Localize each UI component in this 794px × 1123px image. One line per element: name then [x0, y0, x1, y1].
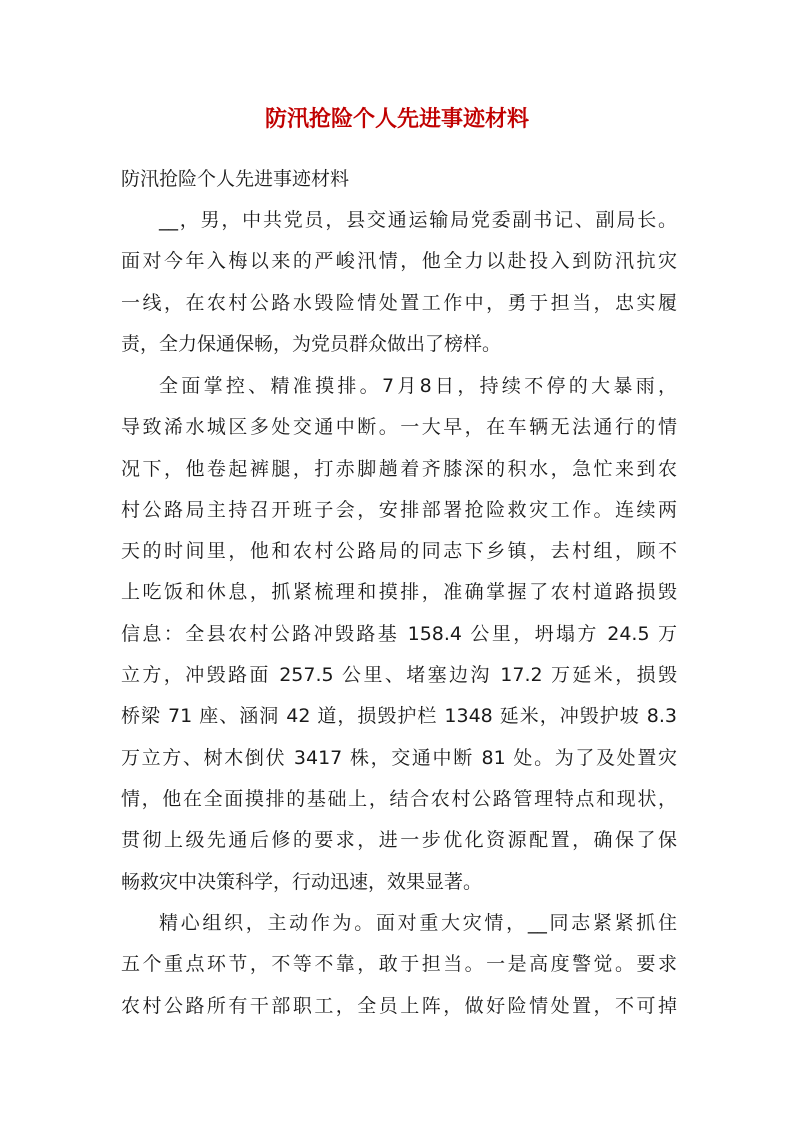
- text-line: 村公路局主持召开班子会，安排部署抢险救灾工作。连续两: [121, 498, 677, 521]
- text-line: 全面掌控、精准摸排。7月8日，持续不停的大暴雨，: [159, 375, 677, 397]
- document-title: 防汛抢险个人先进事迹材料: [264, 106, 529, 132]
- text-line: __，男，中共党员，县交通运输局党委副书记、副局长。: [159, 209, 677, 231]
- text-line: 责，全力保通保畅，为党员群众做出了榜样。: [121, 332, 502, 355]
- text-line: 农村公路所有干部职工，全员上阵，做好险情处置，不可掉: [121, 994, 677, 1017]
- text-line: 导致浠水城区多处交通中断。一大早，在车辆无法通行的情: [121, 416, 677, 439]
- text-line: 信息：全县农村公路冲毁路基 158.4 公里，坍塌方 24.5 万: [121, 622, 677, 645]
- paragraph-1: [121, 200, 677, 365]
- text-line: 情，他在全面摸排的基础上，结合农村公路管理特点和现状，: [121, 787, 677, 810]
- text-line: 精心组织，主动作为。面对重大灾情，__同志紧紧抓住: [159, 912, 677, 934]
- text-line: 况下，他卷起裤腿，打赤脚趟着齐膝深的积水，急忙来到农: [121, 457, 677, 480]
- text-line: 一线，在农村公路水毁险情处置工作中，勇于担当，忠实履: [121, 291, 677, 314]
- text-line: 天的时间里，他和农村公路局的同志下乡镇，去村组，顾不: [121, 540, 677, 563]
- text-line: 立方，冲毁路面 257.5 公里、堵塞边沟 17.2 万延米，损毁: [121, 664, 677, 687]
- text-line: 万立方、树木倒伏 3417 株，交通中断 81 处。为了及处置灾: [121, 746, 677, 769]
- text-line: 上吃饭和休息，抓紧梳理和摸排，准确掌握了农村道路损毁: [121, 581, 677, 604]
- text-line: 贯彻上级先通后修的要求，进一步优化资源配置，确保了保: [121, 829, 677, 852]
- paragraph-2: [121, 366, 677, 903]
- text-line: 面对今年入梅以来的严峻汛情，他全力以赴投入到防汛抗灾: [121, 250, 677, 273]
- text-line: 畅救灾中决策科学，行动迅速，效果显著。: [121, 870, 483, 893]
- text-line: 五个重点环节，不等不靠，敢于担当。一是高度警觉。要求: [121, 953, 677, 976]
- text-line: 桥梁 71 座、涵洞 42 道，损毁护栏 1348 延米，冲毁护坡 8.3: [121, 705, 677, 728]
- paragraph-3: [121, 903, 677, 1027]
- document-subtitle: 防汛抢险个人先进事迹材料: [121, 168, 350, 190]
